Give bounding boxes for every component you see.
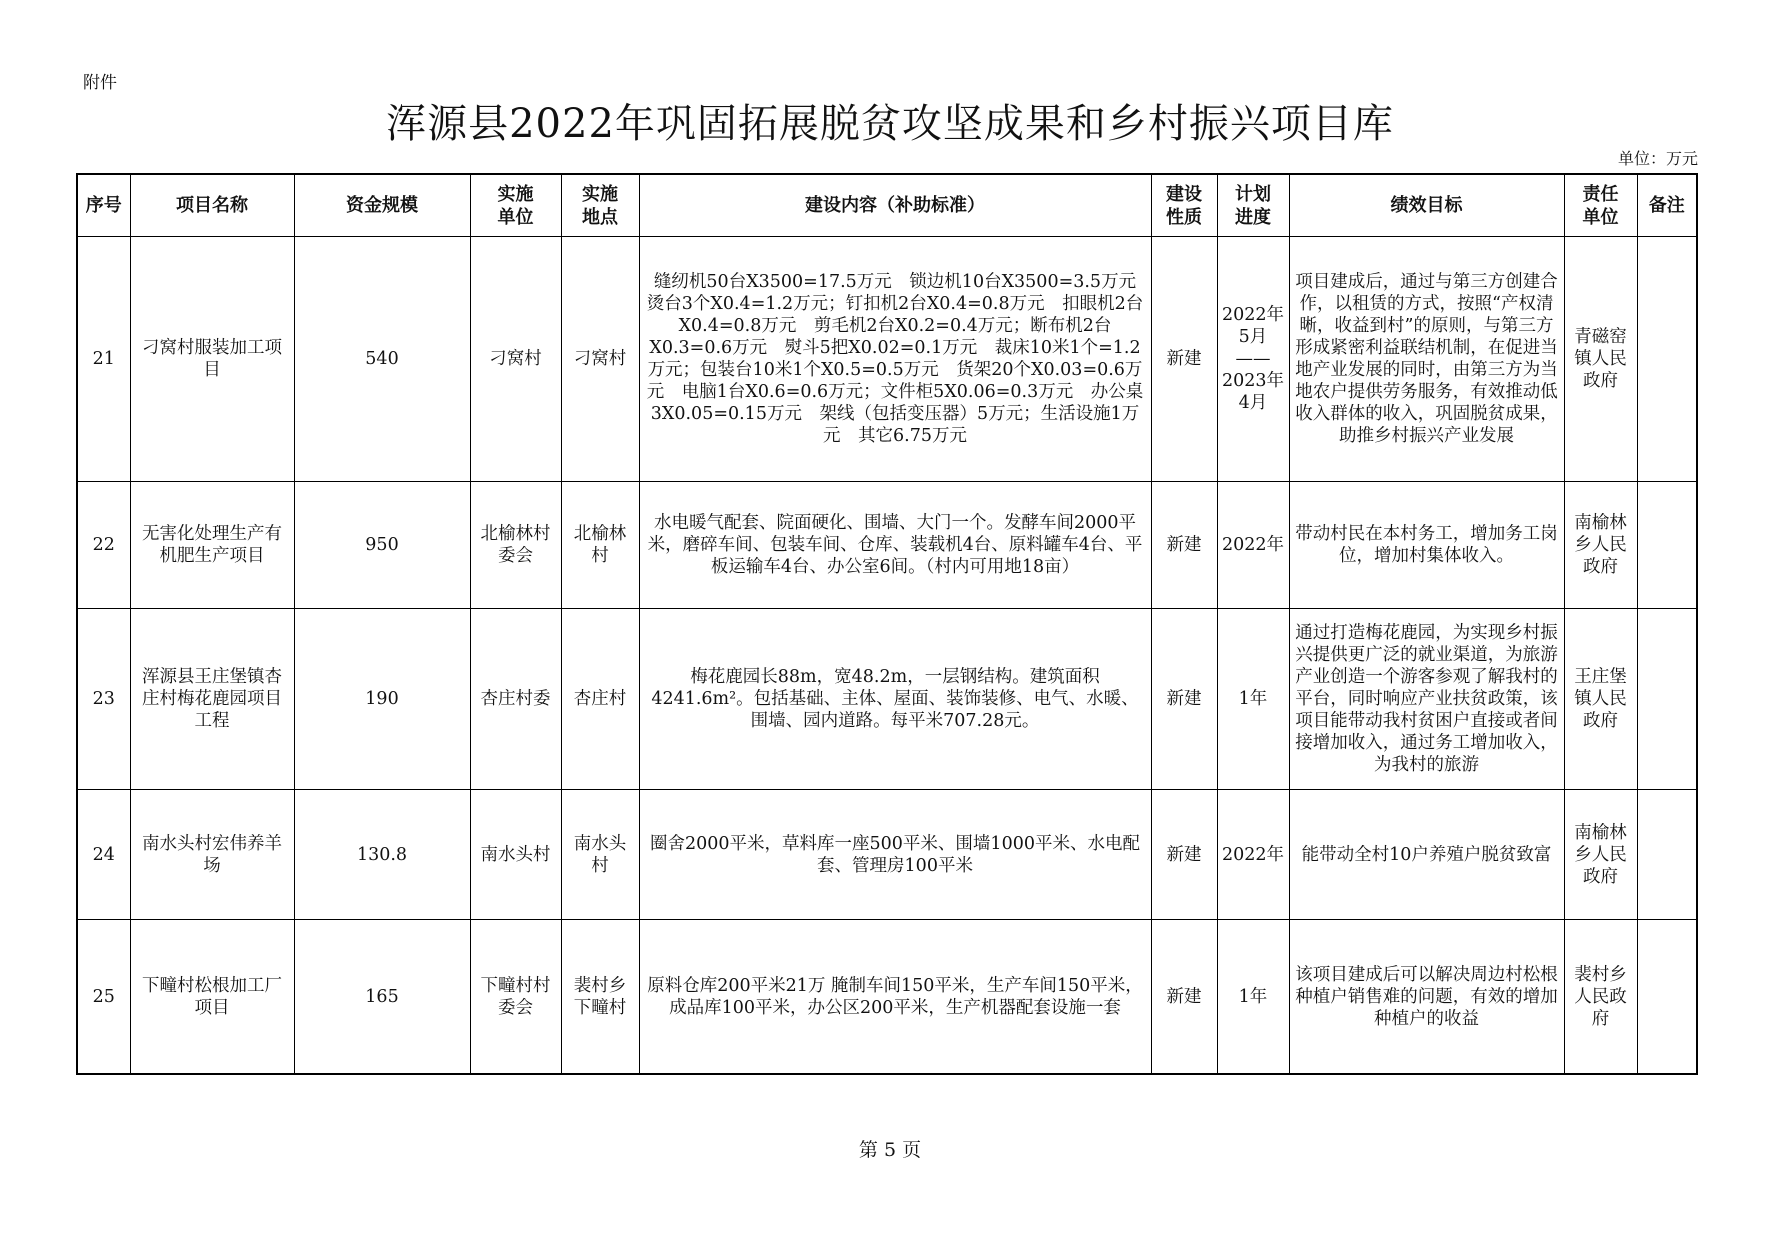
header-unit: 实施 单位 bbox=[470, 174, 561, 237]
project-table bbox=[76, 173, 1698, 1075]
header-goal: 绩效目标 bbox=[1289, 174, 1564, 237]
cell-nature: 新建 bbox=[1151, 609, 1217, 790]
header-name: 项目名称 bbox=[130, 174, 294, 237]
cell-name: 浑源县王庄堡镇杏庄村梅花鹿园项目工程 bbox=[130, 609, 294, 790]
cell-unit: 下疃村村委会 bbox=[470, 920, 561, 1075]
cell-name: 无害化处理生产有机肥生产项目 bbox=[130, 482, 294, 609]
cell-no: 25 bbox=[77, 920, 130, 1075]
table-header-row bbox=[77, 174, 1697, 237]
cell-unit: 南水头村 bbox=[470, 790, 561, 920]
cell-responsible: 王庄堡镇人民政府 bbox=[1564, 609, 1637, 790]
header-content: 建设内容（补助标准） bbox=[639, 174, 1151, 237]
cell-nature: 新建 bbox=[1151, 237, 1217, 482]
cell-responsible: 青磁窑镇人民政府 bbox=[1564, 237, 1637, 482]
cell-remark bbox=[1637, 790, 1697, 920]
cell-responsible: 裴村乡人民政府 bbox=[1564, 920, 1637, 1075]
cell-goal: 该项目建成后可以解决周边村松根种植户销售难的问题，有效的增加种植户的收益 bbox=[1289, 920, 1564, 1075]
header-remark: 备注 bbox=[1637, 174, 1697, 237]
cell-schedule: 2022年 bbox=[1217, 790, 1289, 920]
cell-name: 下疃村松根加工厂项目 bbox=[130, 920, 294, 1075]
cell-unit: 北榆林村委会 bbox=[470, 482, 561, 609]
cell-content: 原料仓库200平米21万 腌制车间150平米，生产车间150平米，成品库100平米，办公区200平米，生产机器配套设施一套 bbox=[639, 920, 1151, 1075]
cell-remark bbox=[1637, 482, 1697, 609]
cell-unit: 杏庄村委 bbox=[470, 609, 561, 790]
header-amount: 资金规模 bbox=[294, 174, 470, 237]
cell-content: 梅花鹿园长88m，宽48.2m，一层钢结构。建筑面积4241.6m²。包括基础、主体、屋面、装饰装修、电气、水暖、围墙、园内道路。每平米707.28元。 bbox=[639, 609, 1151, 790]
cell-nature: 新建 bbox=[1151, 920, 1217, 1075]
table-row bbox=[77, 609, 1697, 790]
cell-responsible: 南榆林乡人民政府 bbox=[1564, 790, 1637, 920]
table-row bbox=[77, 790, 1697, 920]
cell-no: 24 bbox=[77, 790, 130, 920]
cell-goal: 带动村民在本村务工，增加务工岗位，增加村集体收入。 bbox=[1289, 482, 1564, 609]
cell-remark bbox=[1637, 237, 1697, 482]
cell-goal: 能带动全村10户养殖户脱贫致富 bbox=[1289, 790, 1564, 920]
header-nature: 建设 性质 bbox=[1151, 174, 1217, 237]
cell-nature: 新建 bbox=[1151, 482, 1217, 609]
cell-place: 杏庄村 bbox=[561, 609, 639, 790]
cell-content: 圈舍2000平米，草料库一座500平米、围墙1000平米、水电配套、管理房100平米 bbox=[639, 790, 1151, 920]
cell-amount: 190 bbox=[294, 609, 470, 790]
page-title: 浑源县2022年巩固拓展脱贫攻坚成果和乡村振兴项目库 bbox=[386, 101, 1394, 147]
cell-content: 缝纫机50台X3500=17.5万元 锁边机10台X3500=3.5万元 烫台3个X0.4=1.2万元；钉扣机2台X0.4=0.8万元 扣眼机2台X0.4=0.8万元 剪毛机2台X0.2=0.4万元；断布机2台X0.3=0.6万元 熨斗5把X0.02=0.1万元 裁床10米1个=1.2万元；包装台10米1个X0.5=0.5万元 货架20个X0.03=0.6万元 电脑1台X0.6=0.6万元；文件柜5X0.06=0.3万元 办公桌3X0.05=0.15万元 架线（包括变压器）5万元；生活设施1万元 其它6.75万元 bbox=[639, 237, 1151, 482]
goal-text-clipped: 通过打造梅花鹿园，为实现乡村振兴提供更广泛的就业渠道，为旅游产业创造一个游客参观了解我村的平台，同时响应产业扶贫政策，该项目能带动我村贫困户直接或者间接增加收入，通过务工增加收入，为我村的旅游 bbox=[1295, 623, 1558, 775]
cell-remark bbox=[1637, 920, 1697, 1075]
cell-unit: 刁窝村 bbox=[470, 237, 561, 482]
header-no: 序号 bbox=[77, 174, 130, 237]
cell-content: 水电暖气配套、院面硬化、围墙、大门一个。发酵车间2000平米，磨碎车间、包装车间、仓库、装载机4台、原料罐车4台、平板运输车4台、办公室6间。（村内可用地18亩） bbox=[639, 482, 1151, 609]
cell-amount: 540 bbox=[294, 237, 470, 482]
table-row bbox=[77, 920, 1697, 1075]
attachment-label: 附件 bbox=[83, 73, 117, 93]
cell-place: 南水头村 bbox=[561, 790, 639, 920]
header-schedule: 计划 进度 bbox=[1217, 174, 1289, 237]
cell-no: 21 bbox=[77, 237, 130, 482]
header-responsible: 责任 单位 bbox=[1564, 174, 1637, 237]
cell-schedule: 2022年5月——2023年4月 bbox=[1217, 237, 1289, 482]
cell-name: 刁窝村服装加工项目 bbox=[130, 237, 294, 482]
cell-schedule: 1年 bbox=[1217, 609, 1289, 790]
table-row bbox=[77, 237, 1697, 482]
cell-responsible: 南榆林乡人民政府 bbox=[1564, 482, 1637, 609]
cell-name: 南水头村宏伟养羊场 bbox=[130, 790, 294, 920]
page-footer: 第 5 页 bbox=[858, 1139, 922, 1161]
cell-remark bbox=[1637, 609, 1697, 790]
cell-no: 22 bbox=[77, 482, 130, 609]
cell-amount: 950 bbox=[294, 482, 470, 609]
cell-schedule: 1年 bbox=[1217, 920, 1289, 1075]
cell-place: 北榆林村 bbox=[561, 482, 639, 609]
cell-place: 刁窝村 bbox=[561, 237, 639, 482]
unit-label: 单位：万元 bbox=[1617, 149, 1698, 168]
table-row bbox=[77, 482, 1697, 609]
cell-schedule: 2022年 bbox=[1217, 482, 1289, 609]
cell-goal: 项目建成后，通过与第三方创建合作，以租赁的方式，按照“产权清晰，收益到村”的原则，与第三方形成紧密利益联结机制，在促进当地产业发展的同时，由第三方为当地农户提供劳务服务，有效推动低收入群体的收入，巩固脱贫成果，助推乡村振兴产业发展 bbox=[1289, 237, 1564, 482]
cell-amount: 165 bbox=[294, 920, 470, 1075]
header-place: 实施 地点 bbox=[561, 174, 639, 237]
cell-no: 23 bbox=[77, 609, 130, 790]
cell-place: 裴村乡下疃村 bbox=[561, 920, 639, 1075]
cell-nature: 新建 bbox=[1151, 790, 1217, 920]
cell-goal bbox=[1289, 609, 1564, 790]
cell-amount: 130.8 bbox=[294, 790, 470, 920]
